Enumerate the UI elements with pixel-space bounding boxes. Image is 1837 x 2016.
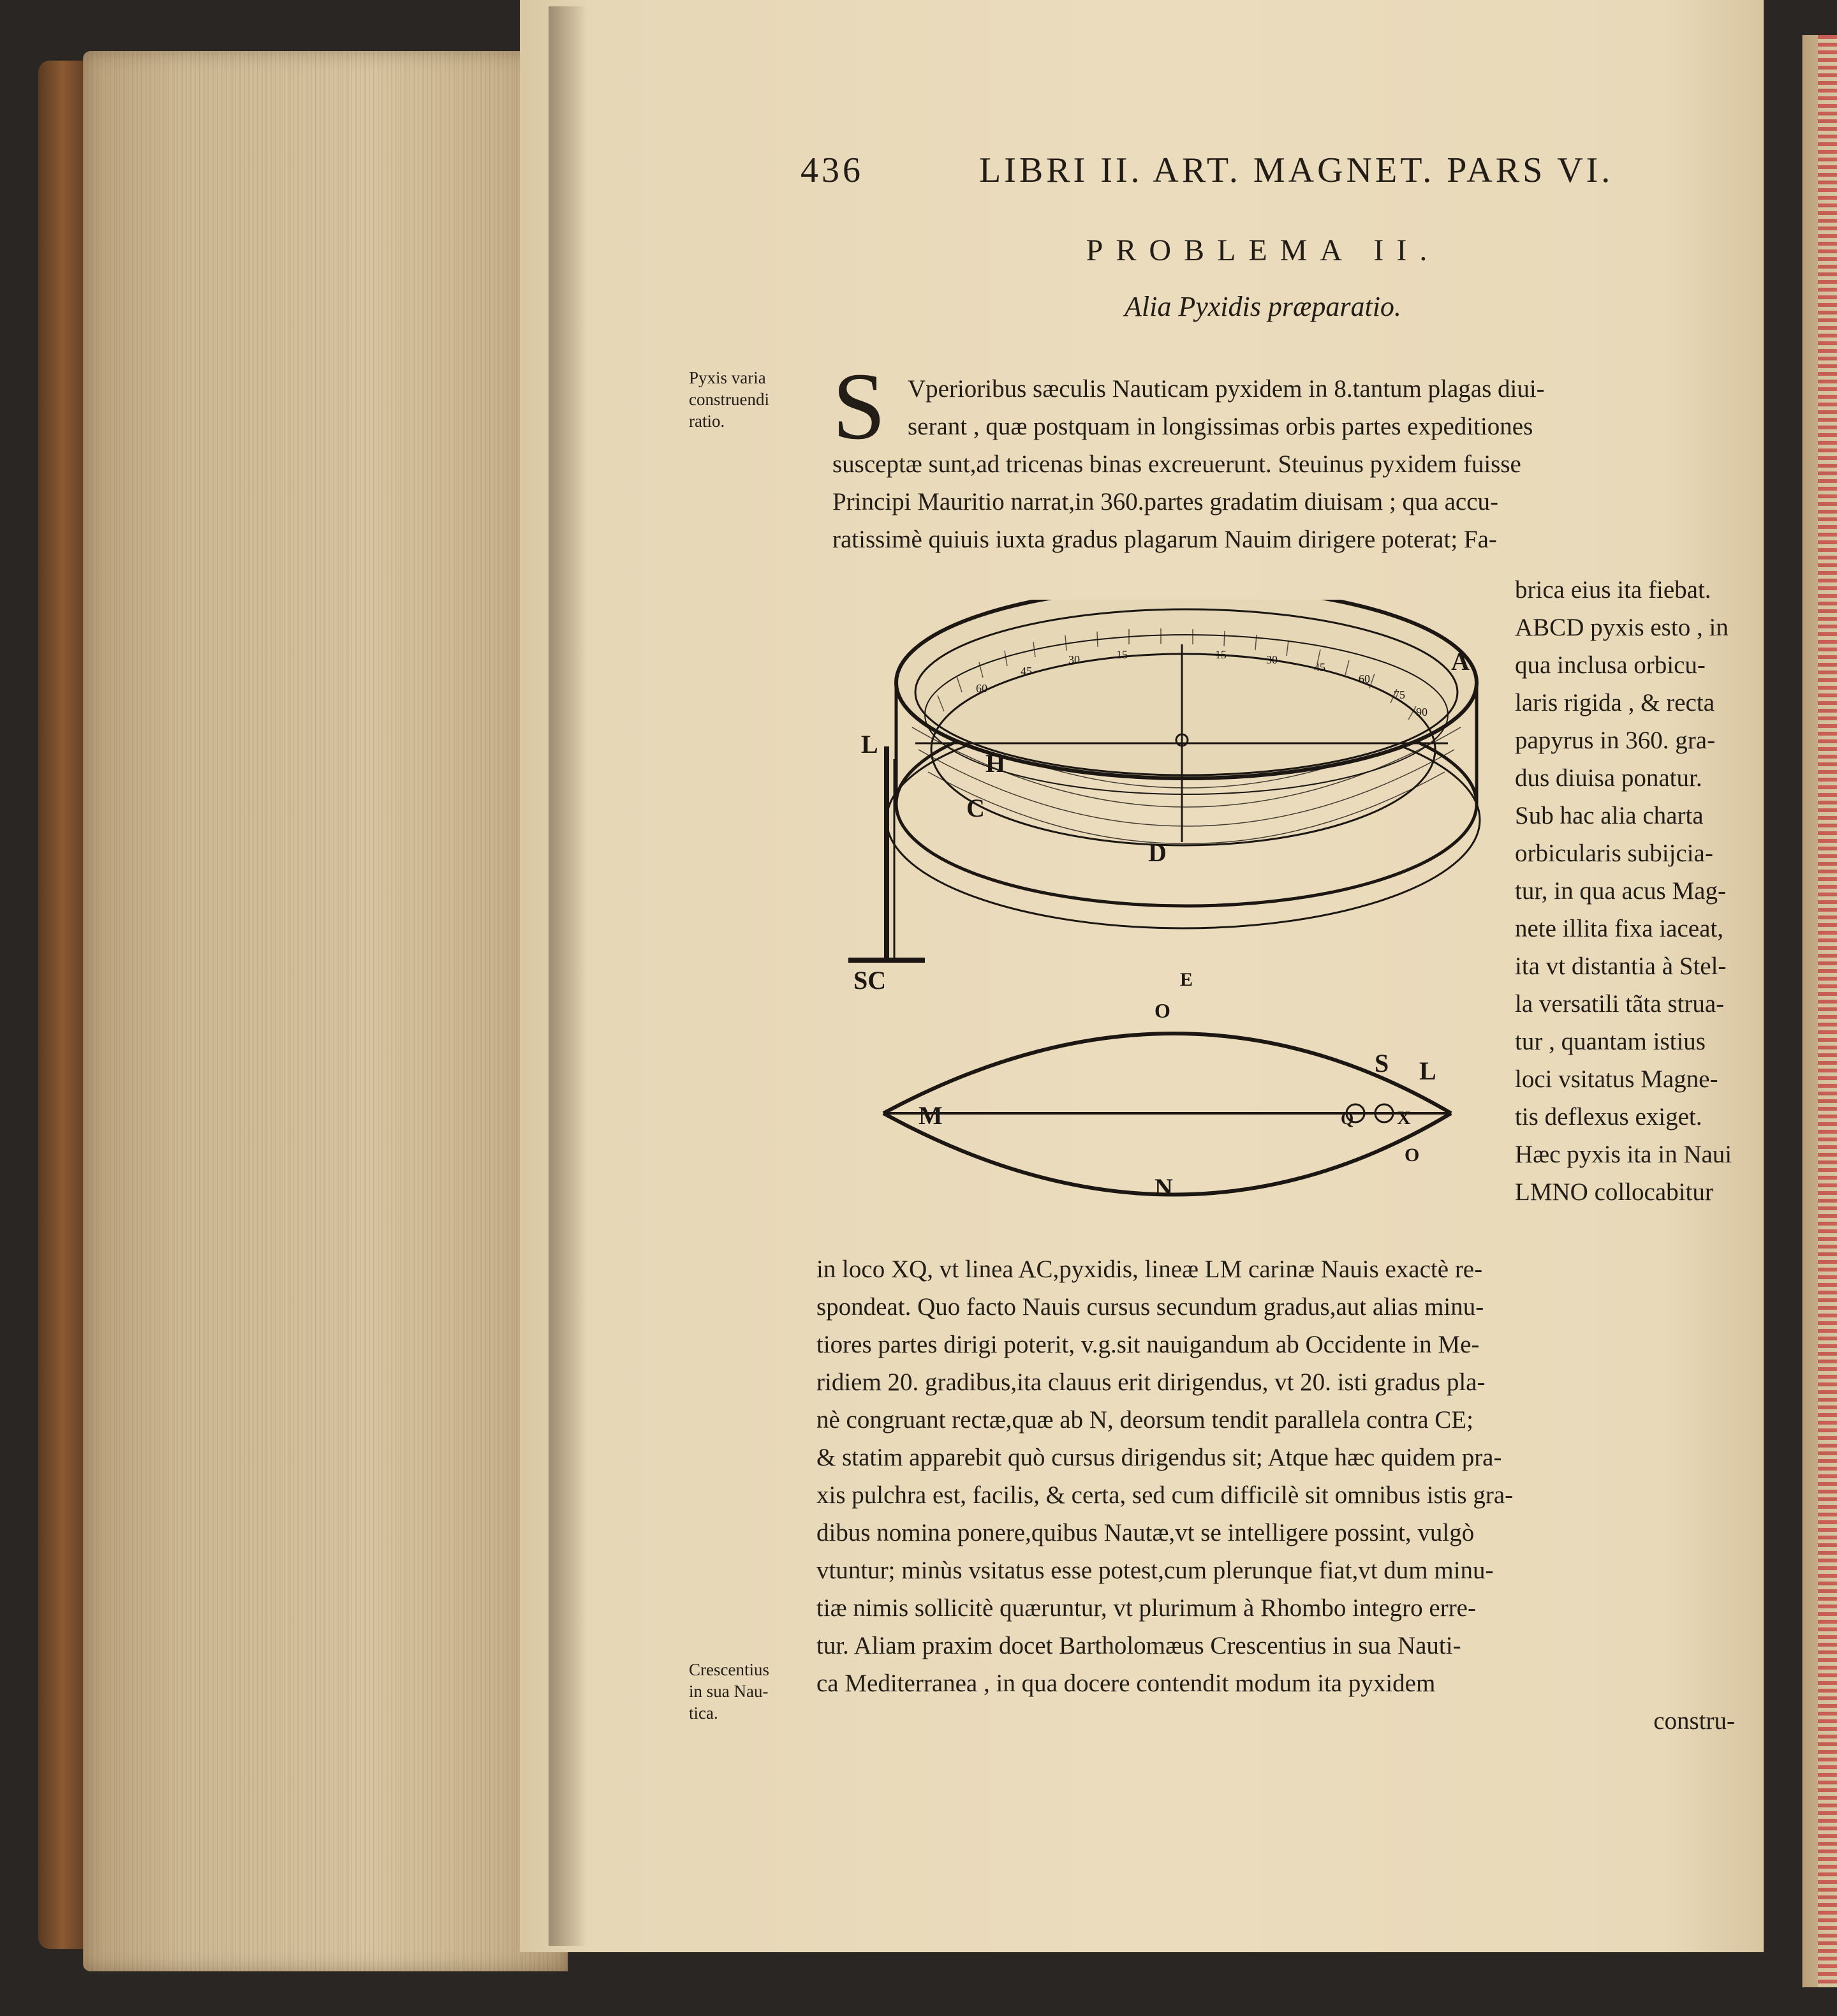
text-line: serant , quæ postquam in longissimas orbis partes expeditiones bbox=[908, 413, 1533, 440]
marginal-line: Crescentius bbox=[689, 1660, 769, 1679]
body-text-right-column bbox=[1515, 571, 1776, 1211]
marginal-line: tica. bbox=[689, 1703, 718, 1723]
text-line: dibus nomina ponere,quibus Nautæ,vt se intelligere possint, vulgò bbox=[816, 1519, 1475, 1546]
label-m: M bbox=[918, 1101, 943, 1130]
text-line: brica eius ita fiebat. bbox=[1515, 576, 1711, 604]
text-line: Hæc pyxis ita in Naui bbox=[1515, 1141, 1732, 1168]
text-line: ita vt distantia à Stel- bbox=[1515, 952, 1727, 980]
label-l-ship: L bbox=[1419, 1056, 1436, 1085]
text-line: tiores partes dirigi poterit, v.g.sit nauigandum ab Occidente in Me- bbox=[816, 1331, 1480, 1358]
ship-lens-illustration bbox=[883, 1034, 1451, 1195]
catchword: constru- bbox=[1653, 1707, 1735, 1735]
text-line: la versatili tãta strua- bbox=[1515, 990, 1725, 1018]
label-a: A bbox=[1451, 647, 1470, 676]
text-line: dus diuisa ponatur. bbox=[1515, 764, 1702, 792]
compass-box-illustration bbox=[848, 600, 1480, 960]
marginal-note bbox=[689, 367, 829, 432]
page-block-edges bbox=[83, 51, 568, 1971]
text-line: tur , quantam istius bbox=[1515, 1028, 1706, 1055]
text-line: vtuntur; minùs vsitatus esse potest,cum plerunque fiat,vt dum minu- bbox=[816, 1557, 1494, 1584]
scale-number: 75 bbox=[1394, 688, 1405, 701]
problem-heading: PROBLEMA II. bbox=[1086, 233, 1440, 267]
marginal-line: in sua Nau- bbox=[689, 1682, 769, 1701]
compass-and-ship-woodcut bbox=[848, 600, 1499, 1212]
text-line: ridiem 20. gradibus,ita clauus erit dirigendus, vt 20. isti gradus pla- bbox=[816, 1368, 1486, 1396]
text-line: loci vsitatus Magne- bbox=[1515, 1065, 1718, 1093]
text-line: Sub hac alia charta bbox=[1515, 802, 1704, 829]
label-n: N bbox=[1155, 1173, 1173, 1202]
label-x: X bbox=[1397, 1108, 1411, 1129]
text-line: & statim apparebit quò cursus dirigendus sit; Atque hæc quidem pra- bbox=[816, 1444, 1502, 1471]
text-line: Principi Mauritio narrat,in 360.partes gradatim diuisam ; qua accu- bbox=[832, 488, 1499, 515]
problem-subheading: Alia Pyxidis præparatio. bbox=[1125, 291, 1401, 322]
text-line: tis deflexus exiget. bbox=[1515, 1103, 1702, 1130]
text-line: ratissimè quiuis iuxta gradus plagarum Nauim dirigere poterat; Fa- bbox=[832, 526, 1497, 553]
label-q: Q bbox=[1341, 1109, 1354, 1128]
scale-number: 30 bbox=[1068, 653, 1080, 666]
text-line: Vperioribus sæculis Nauticam pyxidem in 8.tantum plagas diui- bbox=[908, 375, 1545, 403]
text-line: in loco XQ, vt linea AC,pyxidis, lineæ LM carinæ Nauis exactè re- bbox=[816, 1256, 1483, 1283]
scale-number: 60 bbox=[1359, 672, 1370, 685]
scale-number: 15 bbox=[1215, 648, 1227, 661]
scale-number: 45 bbox=[1021, 665, 1032, 678]
text-line: spondeat. Quo facto Nauis cursus secundum gradus,aut alias minu- bbox=[816, 1293, 1484, 1321]
scale-number: 45 bbox=[1314, 661, 1325, 674]
page-gutter-shadow bbox=[549, 6, 587, 1946]
text-line: papyrus in 360. gra- bbox=[1515, 727, 1716, 754]
ship-labels bbox=[918, 1049, 1436, 1202]
scale-number: 30 bbox=[1266, 653, 1278, 666]
scale-number: 15 bbox=[1116, 648, 1128, 661]
label-h: H bbox=[985, 749, 1006, 778]
body-text-top bbox=[832, 370, 1764, 558]
body-text-bottom bbox=[816, 1250, 1764, 1740]
label-s: S bbox=[1375, 1049, 1389, 1078]
label-o-top: O bbox=[1155, 999, 1170, 1022]
marginal-line: ratio. bbox=[689, 411, 725, 431]
running-head bbox=[800, 150, 1757, 195]
text-line: ca Mediterranea , in qua docere contendit modum ita pyxidem bbox=[816, 1670, 1436, 1697]
marginal-line: construendi bbox=[689, 390, 769, 409]
scale-number: 90 bbox=[1416, 706, 1428, 718]
text-line: ABCD pyxis esto , in bbox=[1515, 614, 1729, 641]
running-title: LIBRI II. ART. MAGNET. PARS VI. bbox=[979, 151, 1614, 190]
text-line: xis pulchra est, facilis, & certa, sed cum difficilè sit omnibus istis gra- bbox=[816, 1481, 1514, 1509]
drop-capital: S bbox=[832, 353, 886, 459]
red-page-edge bbox=[1818, 35, 1837, 1987]
marginal-line: Pyxis varia bbox=[689, 368, 766, 387]
text-line: nete illita fixa iaceat, bbox=[1515, 915, 1723, 942]
text-line: qua inclusa orbicu- bbox=[1515, 651, 1706, 679]
text-line: tiæ nimis sollicitè quæruntur, vt plurimum à Rhombo integro erre- bbox=[816, 1594, 1476, 1622]
text-line: tur. Aliam praxim docet Bartholomæus Crescentius in sua Nauti- bbox=[816, 1632, 1461, 1659]
label-d: D bbox=[1148, 838, 1167, 867]
marginal-note bbox=[689, 1659, 829, 1724]
scale-number: 60 bbox=[976, 682, 987, 695]
page-number: 436 bbox=[800, 151, 864, 190]
label-l: L bbox=[861, 730, 878, 759]
text-line: nè congruant rectæ,quæ ab N, deorsum tendit parallela contra CE; bbox=[816, 1406, 1473, 1434]
text-line: LMNO collocabitur bbox=[1515, 1178, 1713, 1206]
label-e: E bbox=[1180, 969, 1193, 990]
text-line: laris rigida , & recta bbox=[1515, 689, 1715, 716]
label-c: C bbox=[966, 794, 985, 822]
label-o-ship: O bbox=[1405, 1145, 1420, 1166]
text-line: tur, in qua acus Mag- bbox=[1515, 877, 1726, 905]
text-line: susceptæ sunt,ad tricenas binas excreuerunt. Steuinus pyxidem fuisse bbox=[832, 450, 1521, 478]
text-line: orbicularis subijcia- bbox=[1515, 840, 1713, 867]
label-sc: SC bbox=[853, 966, 887, 995]
